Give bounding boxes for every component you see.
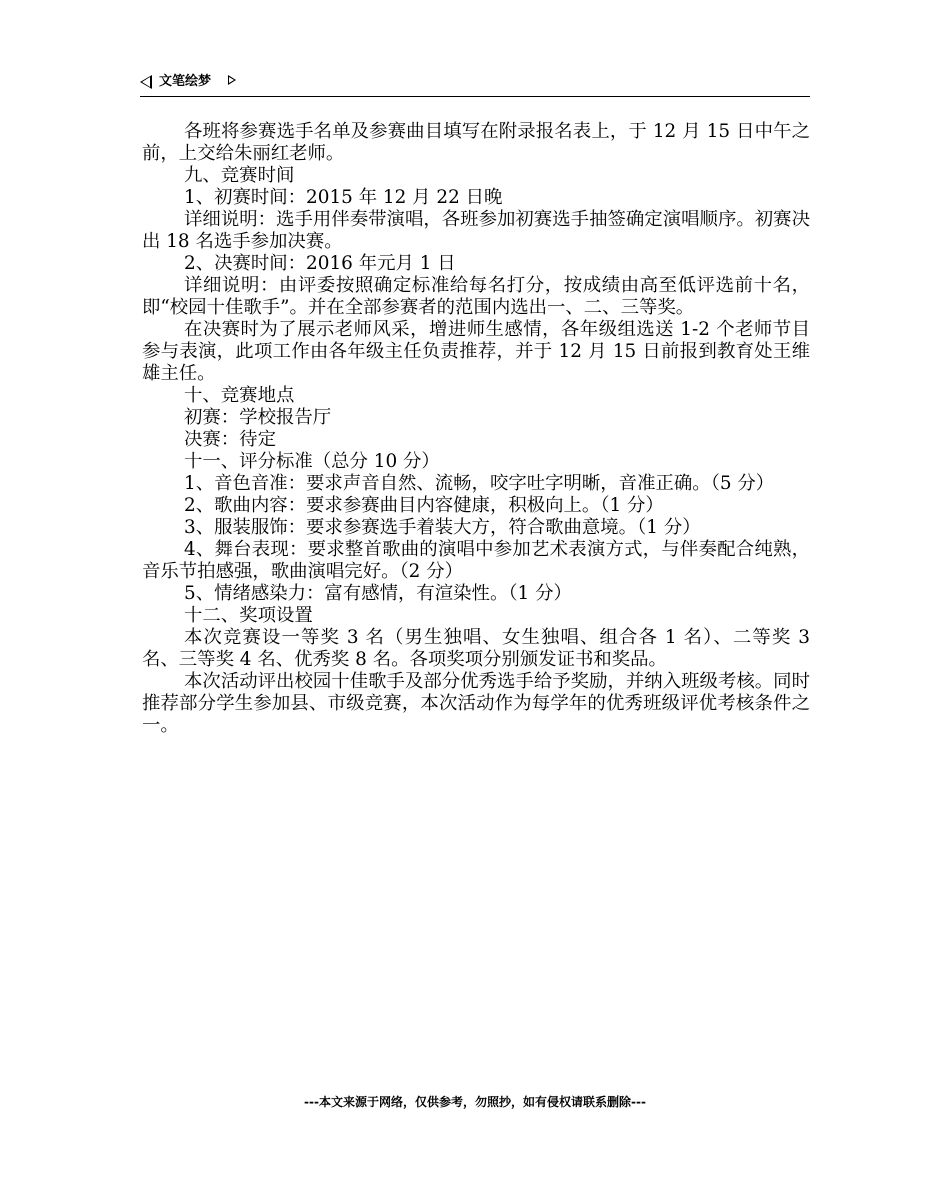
triangle-right-outline-icon	[228, 75, 236, 85]
footer-disclaimer: ---本文来源于网络，仅供参考，勿照抄，如有侵权请联系删除---	[304, 1095, 646, 1109]
criterion-content: 2、歌曲内容：要求参赛曲目内容健康，积极向上。（1 分）	[184, 495, 664, 516]
heading-awards: 十二、奖项设置	[184, 605, 313, 626]
header-title: 文笔绘梦	[159, 74, 212, 89]
criterion-timbre: 1、音色音准：要求声音自然、流畅，咬字吐字明晰，音准正确。（5 分）	[184, 473, 775, 494]
criterion-emotion: 5、情绪感染力：富有感情，有渲染性。（1 分）	[184, 583, 572, 604]
document-body	[142, 121, 810, 737]
teacher-performance: 在决赛时为了展示老师风采，增进师生感情，各年级组选送 1-2 个老师节目参与表演，此项工作由各年级主任负责推荐，并于 12 月 15 日前报到教育处王维雄主任。	[142, 319, 810, 384]
page-header	[140, 72, 810, 97]
heading-scoring-criteria: 十一、评分标准（总分 10 分）	[184, 451, 440, 472]
paragraph-registration: 各班将参赛选手名单及参赛曲目填写在附录报名表上，于 12 月 15 日中午之前，上交给朱丽红老师。	[142, 121, 810, 164]
preliminary-venue: 初赛：学校报告厅	[184, 407, 332, 428]
preliminary-time: 1、初赛时间：2015 年 12 月 22 日晚	[184, 187, 503, 208]
preliminary-details: 详细说明：选手用伴奏带演唱，各班参加初赛选手抽签确定演唱顺序。初赛决出 18 名选手参加决赛。	[142, 209, 810, 252]
awards-evaluation: 本次活动评出校园十佳歌手及部分优秀选手给予奖励，并纳入班级考核。同时推荐部分学生参加县、市级竞赛，本次活动作为每学年的优秀班级评优考核条件之一。	[142, 671, 810, 736]
triangle-left-outline-icon	[140, 75, 152, 89]
final-details: 详细说明：由评委按照确定标准给每名打分，按成绩由高至低评选前十名，即“校园十佳歌手”。并在全部参赛者的范围内选出一、二、三等奖。	[142, 275, 810, 318]
criterion-stage: 4、舞台表现：要求整首歌曲的演唱中参加艺术表演方式，与伴奏配合纯熟，音乐节拍感强，歌曲演唱完好。（2 分）	[142, 539, 810, 582]
heading-competition-time: 九、竞赛时间	[184, 165, 295, 186]
criterion-costume: 3、服装服饰：要求参赛选手着装大方，符合歌曲意境。（1 分）	[184, 517, 701, 538]
heading-competition-venue: 十、竞赛地点	[184, 385, 295, 406]
awards-details: 本次竞赛设一等奖 3 名（男生独唱、女生独唱、组合各 1 名）、二等奖 3 名、三等奖 4 名、优秀奖 8 名。各项奖项分别颁发证书和奖品。	[142, 627, 810, 670]
final-time: 2、决赛时间：2016 年元月 1 日	[184, 253, 456, 274]
final-venue: 决赛：待定	[184, 429, 276, 450]
